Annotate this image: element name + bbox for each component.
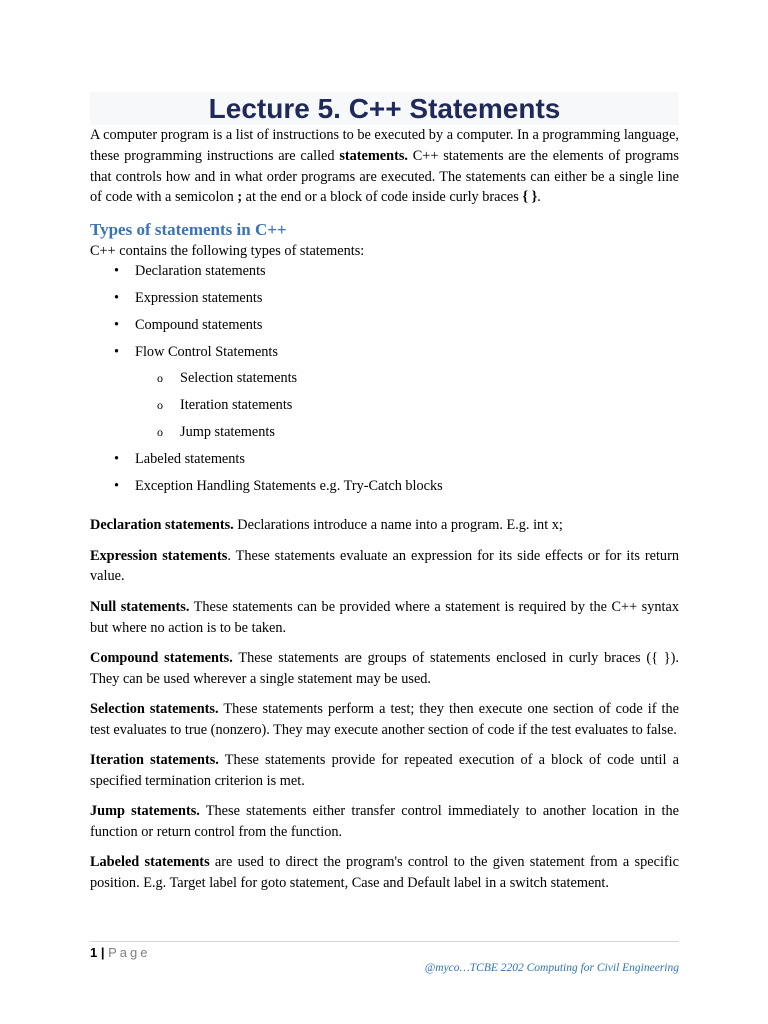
list-item-label: Compound statements (135, 316, 263, 333)
definition-text: These statements are groups of statements enclosed in curly braces ({ }). They can be used wherever a single statement may be used. (90, 649, 679, 687)
list-item-label: Declaration statements (135, 263, 266, 280)
page-label: Page (108, 945, 151, 960)
definition-term: Jump statements. (90, 803, 200, 820)
page-number (90, 944, 150, 962)
definition-term: Iteration statements. (90, 752, 219, 769)
footer-divider (90, 941, 679, 942)
definition-term: Labeled statements (90, 854, 210, 871)
definition-labeled (90, 852, 679, 894)
intro-bold-semicolon: ; (237, 189, 243, 206)
bullet-icon: • (114, 316, 120, 333)
definition-text: . These statements evaluate an expression for its side effects or for its return value. (90, 547, 679, 585)
definition-expression (90, 546, 679, 588)
list-item (90, 476, 679, 503)
intro-bold-statements: statements. (339, 147, 408, 164)
bullet-icon: • (114, 289, 120, 306)
list-item-label: Exception Handling Statements e.g. Try-Catch blocks (135, 477, 443, 494)
definition-term: Selection statements. (90, 700, 219, 717)
sub-list-item-label: Selection statements (180, 370, 298, 387)
page-number-separator: | (97, 945, 109, 960)
intro-text-3: at the end or a block of code inside curly braces (242, 189, 523, 206)
definition-compound (90, 648, 679, 690)
definition-term: Declaration statements. (90, 517, 234, 534)
bullet-icon: • (114, 477, 120, 494)
types-heading: Types of statements in C++ (90, 220, 287, 240)
circle-bullet-icon: o (157, 371, 163, 386)
definition-text: These statements either transfer control immediately to another location in the function or return control from the function. (90, 803, 679, 840)
sub-list-item-label: Iteration statements (180, 397, 293, 414)
list-item-label: Expression statements (135, 289, 263, 306)
list-item (90, 288, 679, 315)
circle-bullet-icon: o (157, 424, 163, 439)
circle-bullet-icon: o (157, 398, 163, 413)
definition-selection (90, 699, 679, 741)
bullet-icon: • (114, 263, 120, 280)
document-page (90, 92, 679, 903)
sub-list-item (90, 368, 679, 395)
list-item (90, 342, 679, 369)
list-item (90, 449, 679, 476)
definition-text: These statements can be provided where a statement is required by the C++ syntax but where no action is to be taken. (90, 598, 679, 636)
types-list-continued (90, 449, 679, 503)
sub-list-item (90, 422, 679, 449)
list-item (90, 261, 679, 288)
sub-list-item-label: Jump statements (180, 423, 275, 440)
sub-list-item (90, 395, 679, 422)
list-item (90, 315, 679, 342)
intro-text-4: . (537, 189, 541, 206)
list-item-label: Labeled statements (135, 450, 245, 467)
intro-bold-braces: { } (522, 189, 538, 206)
page-title: Lecture 5. C++ Statements (90, 92, 679, 125)
page-number-value: 1 (90, 945, 98, 960)
definition-text: Declarations introduce a name into a program. E.g. int x; (233, 517, 563, 534)
intro-text-2: C++ statements are the elements of programs that controls how and in what order programs are executed. The statements can either be a single line of code with a semicolon (90, 147, 679, 206)
definition-null (90, 597, 679, 639)
definition-term: Expression statements (90, 547, 228, 564)
intro-paragraph (90, 125, 679, 208)
types-lead: C++ contains the following types of statements: (90, 243, 365, 260)
bullet-icon: • (114, 343, 120, 360)
definition-jump (90, 801, 679, 843)
types-list (90, 261, 679, 368)
bullet-icon: • (114, 450, 120, 467)
list-item-label: Flow Control Statements (135, 343, 278, 360)
definition-term: Null statements. (90, 598, 190, 615)
definition-text: These statements provide for repeated execution of a block of code until a specified termination criterion is met. (90, 752, 680, 789)
definition-term: Compound statements. (90, 649, 233, 666)
intro-text-1: A computer program is a list of instructions to be executed by a computer. In a programming language, these programming instructions are called (90, 127, 679, 164)
footer-credit: @myco…TCBE 2202 Computing for Civil Engineering (424, 962, 679, 974)
definition-text: are used to direct the program's control to the given statement from a specific position. E.g. Target label for goto statement, Case and Default label in a switch statement. (90, 854, 679, 892)
definition-text: These statements perform a test; they then execute one section of code if the test evaluates to true (nonzero). They may execute another section of code if the test evaluates to false. (90, 700, 679, 738)
definition-iteration (90, 750, 679, 792)
flow-control-sublist (90, 368, 679, 448)
definitions (90, 515, 679, 893)
definition-declaration (90, 515, 679, 536)
